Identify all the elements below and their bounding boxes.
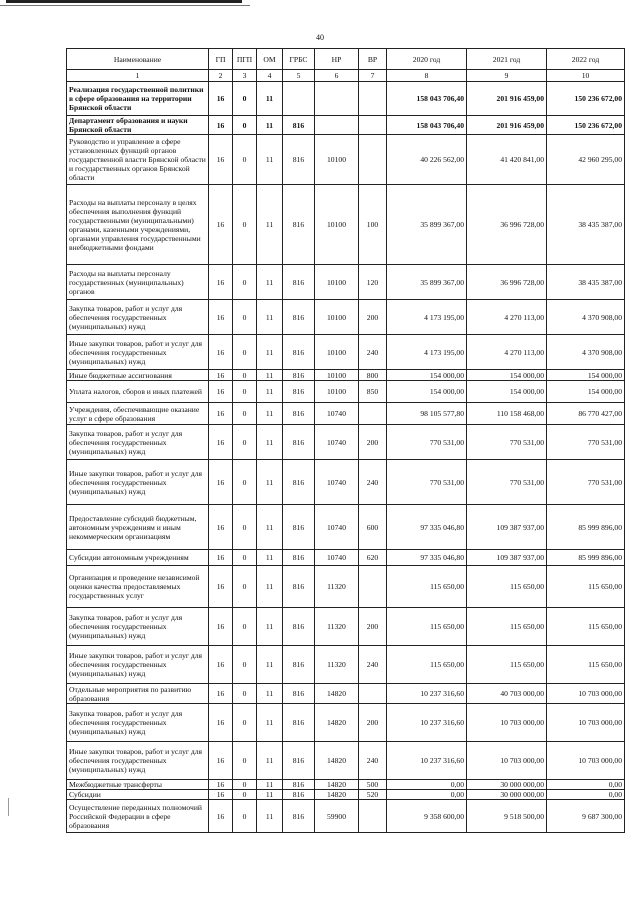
cell-om: 11: [257, 300, 283, 335]
col-index: 8: [387, 70, 467, 82]
cell-gp: 16: [209, 265, 233, 300]
table-row: [67, 505, 625, 550]
cell-pgp: 0: [233, 135, 257, 185]
cell-2020: 154 000,00: [387, 381, 467, 403]
cell-2022: 4 370 908,00: [547, 300, 625, 335]
cell-om: 11: [257, 505, 283, 550]
cell-grbs: 816: [283, 800, 315, 833]
row-name: Учреждения, обеспечивающие оказание услуг в сфере образования: [67, 403, 209, 425]
cell-grbs: 816: [283, 425, 315, 460]
cell-grbs: [283, 82, 315, 116]
cell-2021: 154 000,00: [467, 381, 547, 403]
cell-gp: 16: [209, 800, 233, 833]
cell-2020: 4 173 195,00: [387, 335, 467, 370]
row-name: Организация и проведение независимой оценки качества предоставляемых государственных услуг: [67, 566, 209, 608]
cell-vr: 600: [359, 505, 387, 550]
cell-2020: 158 043 706,40: [387, 116, 467, 135]
cell-nr: 14820: [315, 790, 359, 800]
cell-pgp: 0: [233, 566, 257, 608]
cell-grbs: 816: [283, 335, 315, 370]
cell-pgp: 0: [233, 300, 257, 335]
cell-pgp: 0: [233, 370, 257, 381]
cell-grbs: 816: [283, 135, 315, 185]
cell-pgp: 0: [233, 780, 257, 790]
cell-2020: 40 226 562,00: [387, 135, 467, 185]
cell-2022: 770 531,00: [547, 425, 625, 460]
col-index: 7: [359, 70, 387, 82]
cell-2021: 36 996 728,00: [467, 265, 547, 300]
cell-pgp: 0: [233, 425, 257, 460]
cell-pgp: 0: [233, 116, 257, 135]
cell-om: 11: [257, 82, 283, 116]
cell-gp: 16: [209, 780, 233, 790]
row-name: Иные бюджетные ассигнования: [67, 370, 209, 381]
cell-2020: 10 237 316,60: [387, 742, 467, 780]
cell-2020: 115 650,00: [387, 566, 467, 608]
cell-gp: 16: [209, 185, 233, 265]
cell-vr: 200: [359, 704, 387, 742]
cell-2021: 115 650,00: [467, 566, 547, 608]
row-name: Межбюджетные трансферты: [67, 780, 209, 790]
table-row: [67, 608, 625, 646]
cell-nr: 10100: [315, 135, 359, 185]
cell-pgp: 0: [233, 704, 257, 742]
cell-nr: 14820: [315, 742, 359, 780]
cell-pgp: 0: [233, 684, 257, 704]
cell-2020: 35 899 367,00: [387, 265, 467, 300]
scan-top-edge-mark: [6, 0, 242, 3]
column-index-row: [67, 70, 625, 82]
row-name: Реализация государственной политики в сфере образования на территории Брянской области: [67, 82, 209, 116]
cell-nr: 14820: [315, 684, 359, 704]
cell-2022: 115 650,00: [547, 566, 625, 608]
cell-pgp: 0: [233, 790, 257, 800]
col-header-om: ОМ: [257, 49, 283, 70]
cell-2022: 38 435 387,00: [547, 185, 625, 265]
cell-grbs: 816: [283, 742, 315, 780]
cell-gp: 16: [209, 300, 233, 335]
table-row: [67, 135, 625, 185]
col-index: 2: [209, 70, 233, 82]
col-header-2021: 2021 год: [467, 49, 547, 70]
col-index: 4: [257, 70, 283, 82]
cell-om: 11: [257, 265, 283, 300]
table-row: [67, 82, 625, 116]
cell-om: 11: [257, 684, 283, 704]
cell-om: 11: [257, 550, 283, 566]
cell-grbs: 816: [283, 684, 315, 704]
table-row: [67, 116, 625, 135]
cell-2021: 201 916 459,00: [467, 82, 547, 116]
cell-vr: [359, 684, 387, 704]
cell-nr: 10740: [315, 425, 359, 460]
cell-gp: 16: [209, 403, 233, 425]
cell-vr: 240: [359, 646, 387, 684]
cell-nr: 10100: [315, 381, 359, 403]
cell-2022: 115 650,00: [547, 646, 625, 684]
cell-2022: 85 999 896,00: [547, 550, 625, 566]
row-name: Закупка товаров, работ и услуг для обеспечения государственных (муниципальных) нужд: [67, 300, 209, 335]
cell-om: 11: [257, 425, 283, 460]
cell-nr: 10100: [315, 370, 359, 381]
cell-grbs: 816: [283, 381, 315, 403]
cell-vr: 200: [359, 608, 387, 646]
cell-2021: 770 531,00: [467, 460, 547, 505]
cell-2021: 154 000,00: [467, 370, 547, 381]
cell-2021: 10 703 000,00: [467, 704, 547, 742]
cell-om: 11: [257, 460, 283, 505]
cell-gp: 16: [209, 684, 233, 704]
row-name: Иные закупки товаров, работ и услуг для обеспечения государственных (муниципальных) нужд: [67, 335, 209, 370]
cell-2020: 9 358 600,00: [387, 800, 467, 833]
row-name: Закупка товаров, работ и услуг для обеспечения государственных (муниципальных) нужд: [67, 608, 209, 646]
cell-vr: 100: [359, 185, 387, 265]
cell-pgp: 0: [233, 608, 257, 646]
cell-2020: 10 237 316,60: [387, 704, 467, 742]
cell-gp: 16: [209, 550, 233, 566]
cell-2020: 770 531,00: [387, 460, 467, 505]
cell-2021: 201 916 459,00: [467, 116, 547, 135]
row-name: Иные закупки товаров, работ и услуг для обеспечения государственных (муниципальных) нужд: [67, 460, 209, 505]
cell-vr: 200: [359, 425, 387, 460]
row-name: Уплата налогов, сборов и иных платежей: [67, 381, 209, 403]
cell-gp: 16: [209, 505, 233, 550]
table-row: [67, 646, 625, 684]
cell-om: 11: [257, 403, 283, 425]
col-index: 6: [315, 70, 359, 82]
cell-pgp: 0: [233, 265, 257, 300]
cell-nr: 10740: [315, 460, 359, 505]
cell-vr: 500: [359, 780, 387, 790]
cell-2020: 115 650,00: [387, 646, 467, 684]
cell-2020: 158 043 706,40: [387, 82, 467, 116]
col-header-grbs: ГРБС: [283, 49, 315, 70]
cell-2022: 0,00: [547, 780, 625, 790]
table-row: [67, 684, 625, 704]
cell-vr: [359, 82, 387, 116]
scan-top-edge-line: [0, 5, 250, 6]
row-name: Расходы на выплаты персоналу в целях обеспечения выполнения функций государственными (муниципальными) органами, казенными учреждениями, органами управления государственными внебюджетными фондами: [67, 185, 209, 265]
col-header-vr: ВР: [359, 49, 387, 70]
cell-2020: 97 335 046,80: [387, 505, 467, 550]
scan-margin-mark: [8, 798, 9, 816]
col-header-gp: ГП: [209, 49, 233, 70]
col-header-pgp: ПГП: [233, 49, 257, 70]
cell-gp: 16: [209, 790, 233, 800]
table-row: [67, 370, 625, 381]
table-row: [67, 265, 625, 300]
budget-table: [66, 48, 625, 833]
cell-gp: 16: [209, 460, 233, 505]
cell-vr: 520: [359, 790, 387, 800]
cell-2021: 30 000 000,00: [467, 780, 547, 790]
row-name: Осуществление переданных полномочий Российской Федерации в сфере образования: [67, 800, 209, 833]
cell-2021: 109 387 937,00: [467, 505, 547, 550]
cell-2022: 38 435 387,00: [547, 265, 625, 300]
table-row: [67, 185, 625, 265]
col-header-2020: 2020 год: [387, 49, 467, 70]
cell-om: 11: [257, 135, 283, 185]
cell-2020: 98 105 577,80: [387, 403, 467, 425]
cell-2020: 770 531,00: [387, 425, 467, 460]
cell-2020: 97 335 046,80: [387, 550, 467, 566]
cell-2021: 115 650,00: [467, 646, 547, 684]
table-header-row: [67, 49, 625, 70]
cell-2020: 115 650,00: [387, 608, 467, 646]
cell-grbs: 816: [283, 300, 315, 335]
cell-grbs: 816: [283, 704, 315, 742]
cell-vr: 200: [359, 300, 387, 335]
cell-om: 11: [257, 742, 283, 780]
cell-2022: 150 236 672,00: [547, 116, 625, 135]
cell-nr: 10740: [315, 403, 359, 425]
cell-2022: 9 687 300,00: [547, 800, 625, 833]
table-row: [67, 742, 625, 780]
cell-vr: [359, 566, 387, 608]
cell-vr: [359, 403, 387, 425]
cell-2022: 10 703 000,00: [547, 704, 625, 742]
cell-nr: 59900: [315, 800, 359, 833]
cell-2021: 9 518 500,00: [467, 800, 547, 833]
cell-grbs: 816: [283, 646, 315, 684]
cell-2021: 10 703 000,00: [467, 742, 547, 780]
cell-gp: 16: [209, 370, 233, 381]
table-row: [67, 550, 625, 566]
cell-pgp: 0: [233, 550, 257, 566]
cell-pgp: 0: [233, 82, 257, 116]
cell-2021: 4 270 113,00: [467, 300, 547, 335]
cell-2022: 150 236 672,00: [547, 82, 625, 116]
cell-grbs: 816: [283, 265, 315, 300]
cell-2021: 109 387 937,00: [467, 550, 547, 566]
cell-pgp: 0: [233, 460, 257, 505]
cell-2020: 4 173 195,00: [387, 300, 467, 335]
cell-2021: 4 270 113,00: [467, 335, 547, 370]
cell-2021: 41 420 841,00: [467, 135, 547, 185]
table-row: [67, 425, 625, 460]
cell-2022: 0,00: [547, 790, 625, 800]
cell-om: 11: [257, 790, 283, 800]
cell-grbs: 816: [283, 790, 315, 800]
cell-2022: 10 703 000,00: [547, 742, 625, 780]
row-name: Расходы на выплаты персоналу государственных (муниципальных) органов: [67, 265, 209, 300]
cell-om: 11: [257, 185, 283, 265]
row-name: Закупка товаров, работ и услуг для обеспечения государственных (муниципальных) нужд: [67, 425, 209, 460]
cell-2020: 0,00: [387, 790, 467, 800]
cell-vr: 800: [359, 370, 387, 381]
cell-2022: 154 000,00: [547, 381, 625, 403]
cell-pgp: 0: [233, 800, 257, 833]
cell-om: 11: [257, 608, 283, 646]
table-row: [67, 780, 625, 790]
cell-vr: [359, 800, 387, 833]
cell-gp: 16: [209, 608, 233, 646]
cell-2022: 85 999 896,00: [547, 505, 625, 550]
cell-2020: 35 899 367,00: [387, 185, 467, 265]
cell-grbs: 816: [283, 505, 315, 550]
cell-nr: 11320: [315, 608, 359, 646]
row-name: Отдельные мероприятия по развитию образования: [67, 684, 209, 704]
cell-nr: [315, 116, 359, 135]
cell-nr: 10100: [315, 335, 359, 370]
table-row: [67, 790, 625, 800]
cell-vr: 620: [359, 550, 387, 566]
cell-vr: [359, 116, 387, 135]
cell-gp: 16: [209, 425, 233, 460]
col-header-2022: 2022 год: [547, 49, 625, 70]
table-row: [67, 300, 625, 335]
col-header-name: Наименование: [67, 49, 209, 70]
cell-2020: 154 000,00: [387, 370, 467, 381]
cell-om: 11: [257, 116, 283, 135]
cell-2021: 40 703 000,00: [467, 684, 547, 704]
cell-2022: 115 650,00: [547, 608, 625, 646]
table-row: [67, 566, 625, 608]
cell-gp: 16: [209, 646, 233, 684]
cell-grbs: 816: [283, 185, 315, 265]
cell-nr: 11320: [315, 566, 359, 608]
cell-vr: 240: [359, 335, 387, 370]
cell-grbs: 816: [283, 608, 315, 646]
cell-pgp: 0: [233, 505, 257, 550]
cell-vr: [359, 135, 387, 185]
cell-om: 11: [257, 800, 283, 833]
cell-gp: 16: [209, 135, 233, 185]
cell-nr: 14820: [315, 780, 359, 790]
cell-2022: 10 703 000,00: [547, 684, 625, 704]
cell-vr: 240: [359, 460, 387, 505]
cell-om: 11: [257, 381, 283, 403]
cell-grbs: 816: [283, 403, 315, 425]
cell-vr: 850: [359, 381, 387, 403]
cell-nr: 10100: [315, 265, 359, 300]
cell-vr: 120: [359, 265, 387, 300]
cell-gp: 16: [209, 381, 233, 403]
row-name: Предоставление субсидий бюджетным, автономным учреждениям и иным некоммерческим организациям: [67, 505, 209, 550]
cell-grbs: 816: [283, 780, 315, 790]
cell-gp: 16: [209, 116, 233, 135]
cell-nr: 10740: [315, 505, 359, 550]
cell-om: 11: [257, 566, 283, 608]
cell-om: 11: [257, 370, 283, 381]
cell-nr: 10100: [315, 300, 359, 335]
cell-om: 11: [257, 780, 283, 790]
cell-2021: 115 650,00: [467, 608, 547, 646]
cell-nr: 11320: [315, 646, 359, 684]
table-row: [67, 335, 625, 370]
row-name: Департамент образования и науки Брянской области: [67, 116, 209, 135]
cell-nr: [315, 82, 359, 116]
cell-2020: 10 237 316,60: [387, 684, 467, 704]
row-name: Руководство и управление в сфере установленных функций органов государственной власти Брянской области и государственных органов Брянской области: [67, 135, 209, 185]
cell-gp: 16: [209, 742, 233, 780]
cell-pgp: 0: [233, 381, 257, 403]
cell-2022: 42 960 295,00: [547, 135, 625, 185]
cell-nr: 10740: [315, 550, 359, 566]
table-row: [67, 403, 625, 425]
cell-2022: 154 000,00: [547, 370, 625, 381]
cell-gp: 16: [209, 335, 233, 370]
cell-nr: 10100: [315, 185, 359, 265]
table-row: [67, 800, 625, 833]
cell-grbs: 816: [283, 370, 315, 381]
cell-grbs: 816: [283, 550, 315, 566]
cell-grbs: 816: [283, 116, 315, 135]
col-index: 10: [547, 70, 625, 82]
cell-2022: 770 531,00: [547, 460, 625, 505]
cell-gp: 16: [209, 566, 233, 608]
cell-om: 11: [257, 646, 283, 684]
cell-pgp: 0: [233, 742, 257, 780]
cell-gp: 16: [209, 82, 233, 116]
col-header-nr: НР: [315, 49, 359, 70]
cell-nr: 14820: [315, 704, 359, 742]
row-name: Субсидии автономным учреждениям: [67, 550, 209, 566]
cell-2022: 86 770 427,00: [547, 403, 625, 425]
cell-pgp: 0: [233, 185, 257, 265]
cell-2021: 110 158 468,00: [467, 403, 547, 425]
col-index: 3: [233, 70, 257, 82]
page-number: 40: [316, 33, 324, 42]
cell-grbs: 816: [283, 566, 315, 608]
cell-pgp: 0: [233, 403, 257, 425]
col-index: 5: [283, 70, 315, 82]
row-name: Иные закупки товаров, работ и услуг для обеспечения государственных (муниципальных) нужд: [67, 742, 209, 780]
row-name: Субсидии: [67, 790, 209, 800]
cell-2021: 30 000 000,00: [467, 790, 547, 800]
col-index: 1: [67, 70, 209, 82]
cell-gp: 16: [209, 704, 233, 742]
cell-om: 11: [257, 335, 283, 370]
cell-2022: 4 370 908,00: [547, 335, 625, 370]
table-row: [67, 460, 625, 505]
cell-grbs: 816: [283, 460, 315, 505]
cell-2021: 36 996 728,00: [467, 185, 547, 265]
cell-2020: 0,00: [387, 780, 467, 790]
row-name: Закупка товаров, работ и услуг для обеспечения государственных (муниципальных) нужд: [67, 704, 209, 742]
row-name: Иные закупки товаров, работ и услуг для обеспечения государственных (муниципальных) нужд: [67, 646, 209, 684]
cell-pgp: 0: [233, 335, 257, 370]
cell-pgp: 0: [233, 646, 257, 684]
cell-2021: 770 531,00: [467, 425, 547, 460]
cell-vr: 240: [359, 742, 387, 780]
table-row: [67, 704, 625, 742]
col-index: 9: [467, 70, 547, 82]
table-row: [67, 381, 625, 403]
cell-om: 11: [257, 704, 283, 742]
